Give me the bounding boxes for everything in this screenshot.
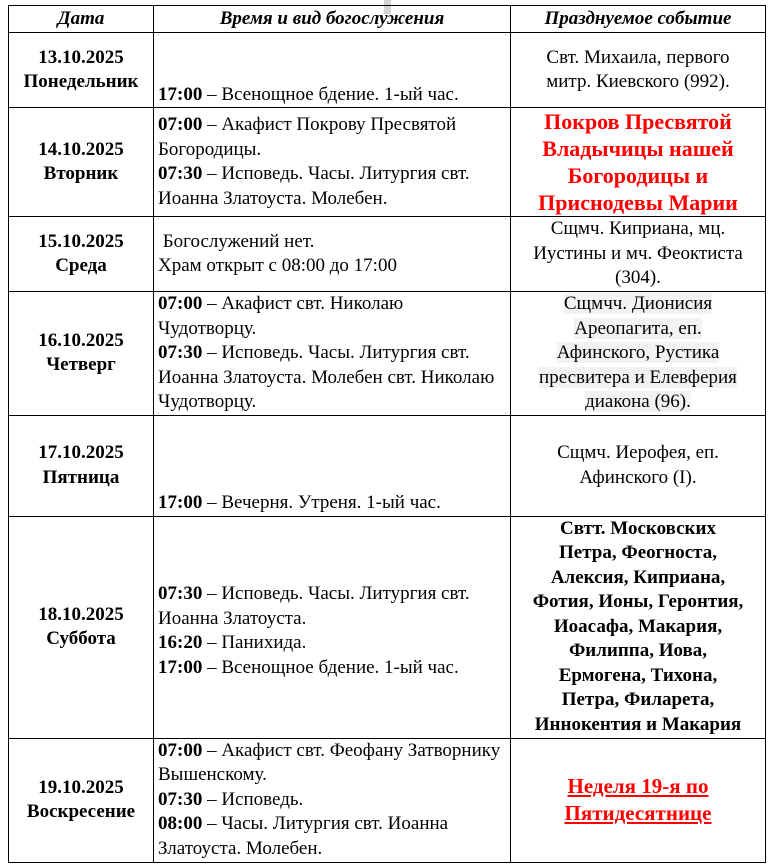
event-line: Иустины и мч. Феоктиста [533,242,743,264]
weekday: Пятница [42,466,120,488]
event-line: Иннокентия и Макария [534,713,742,735]
feast-line: Владычицы нашей [542,136,734,161]
date-cell [9,217,154,292]
service-time: 07:00 [158,114,203,135]
service-time: 17:00 [158,83,203,105]
service-item [158,83,506,108]
service-time: 17:00 [158,492,203,513]
event-cell [511,217,766,292]
weekday: Понедельник [23,71,139,92]
service-text: – Исповедь. Часы. Литургия свт. Иоанна Златоуста. Молебен свт. Николаю Чудотворцу. [158,342,495,412]
service-time: 07:30 [158,788,203,810]
service-text: – Исповедь. [202,788,304,810]
event-line: Свт. Михаила, первого [546,46,730,68]
event-line: митр. Киевского (992). [546,71,730,92]
feast-line: Пятидесятнице [564,801,712,825]
date-cell [9,516,154,738]
service-cell [154,33,511,108]
date: 19.10.2025 [38,776,124,798]
event-line: Афинского (I). [579,466,697,488]
table-row [9,738,766,862]
service-text: – Акафист Покрову Пресвятой Богородицы. [158,114,457,160]
service-time: 16:20 [158,632,203,653]
service-item [158,341,506,415]
weekday: Среда [55,255,107,276]
table-row [9,217,766,292]
date: 15.10.2025 [38,230,124,252]
date-cell [9,415,154,516]
event-line: пресвитера и Елевферия [539,366,737,388]
event-line: Сщмч. Киприана, мц. [550,218,726,240]
event-cell [511,292,766,416]
service-text: – Акафист свт. Феофану Затворнику Вышенскому. [158,739,501,786]
service-cell [154,415,511,516]
event-line: Фотия, Ионы, Геронтия, [532,591,744,613]
service-time: 07:30 [158,163,203,184]
feast-line: Приснодевы Марии [538,190,738,215]
event-line: Ареопагита, еп. [574,317,702,339]
service-item [158,631,506,656]
feast-line: Богородицы и [567,163,709,188]
date: 18.10.2025 [38,603,124,625]
service-cell [154,108,511,217]
event-line: Ермогена, Тихона, [558,664,718,686]
event-cell [511,108,766,217]
table-row [9,516,766,738]
service-text: – Вечерня. Утреня. 1-ый час. [202,492,441,513]
event-line: Петра, Филарета, [561,689,715,711]
event-line: Сщмчч. Дионисия [563,293,713,314]
service-note: Храм открыт с 08:00 до 17:00 [158,255,397,276]
date: 13.10.2025 [38,46,124,68]
date-cell [9,738,154,862]
date-cell [9,33,154,108]
header-date: Дата [9,6,154,33]
event-line: Петра, Феогноста, [559,542,717,564]
table-row [9,108,766,217]
date-cell [9,108,154,217]
date-cell [9,292,154,416]
event-line: Иоасафа, Макария, [553,615,723,637]
service-time: 17:00 [158,656,203,678]
service-item [158,739,506,788]
weekday: Вторник [43,163,119,184]
date: 14.10.2025 [38,138,124,160]
service-item [158,812,506,861]
service-text: – Акафист свт. Николаю Чудотворцу. [158,293,404,339]
weekday: Четверг [46,354,116,376]
service-time: 07:30 [158,342,203,363]
service-cell [154,217,511,292]
service-note: Богослужений нет. [158,230,315,252]
header-event: Празднуемое событие [511,6,766,33]
spacer [158,574,506,582]
service-text: – Исповедь. Часы. Литургия свт. Иоанна Златоуста. [158,583,470,629]
service-time: 07:30 [158,583,203,604]
event-line: (304). [615,267,661,289]
table-row [9,415,766,516]
service-item [158,113,506,162]
service-item [158,162,506,211]
service-item [158,582,506,631]
event-line: Алексия, Киприана, [550,566,726,588]
event-line: Свтт. Московских [560,517,716,539]
service-item [158,292,506,341]
feast-line: Покров Пресвятой [544,109,732,134]
service-cell [154,738,511,862]
event-line: Сщмч. Иерофея, еп. [557,442,719,463]
date: 17.10.2025 [38,442,124,463]
service-item [158,491,506,516]
event-line: диакона (96). [585,391,691,412]
event-cell [511,738,766,862]
service-time: 07:00 [158,293,203,314]
event-cell [511,33,766,108]
service-time: 08:00 [158,813,203,835]
service-text: – Панихида. [202,632,307,653]
feast-line: Неделя 19-я по [567,774,709,798]
event-line: Филиппа, Иова, [568,640,708,662]
event-cell [511,516,766,738]
table-row [9,292,766,416]
service-text: – Всенощное бдение. 1-ый час. [202,83,459,105]
service-text: – Всенощное бдение. 1-ый час. [202,656,459,678]
event-line: Афинского, Рустика [556,342,720,363]
weekday: Воскресение [26,801,136,822]
service-item [158,788,506,813]
date: 16.10.2025 [38,329,124,351]
service-cell [154,516,511,738]
table-row [9,33,766,108]
service-time: 07:00 [158,739,203,761]
service-item [158,656,506,681]
header-row [9,6,766,33]
schedule-table [8,5,766,863]
service-text: – Исповедь. Часы. Литургия свт. Иоанна Златоуста. Молебен. [158,163,470,209]
weekday: Суббота [46,628,116,649]
service-cell [154,292,511,416]
event-cell [511,415,766,516]
header-service: Время и вид богослужения [154,6,511,33]
service-text: – Часы. Литургия свт. Иоанна Златоуста. Молебен. [158,813,449,859]
